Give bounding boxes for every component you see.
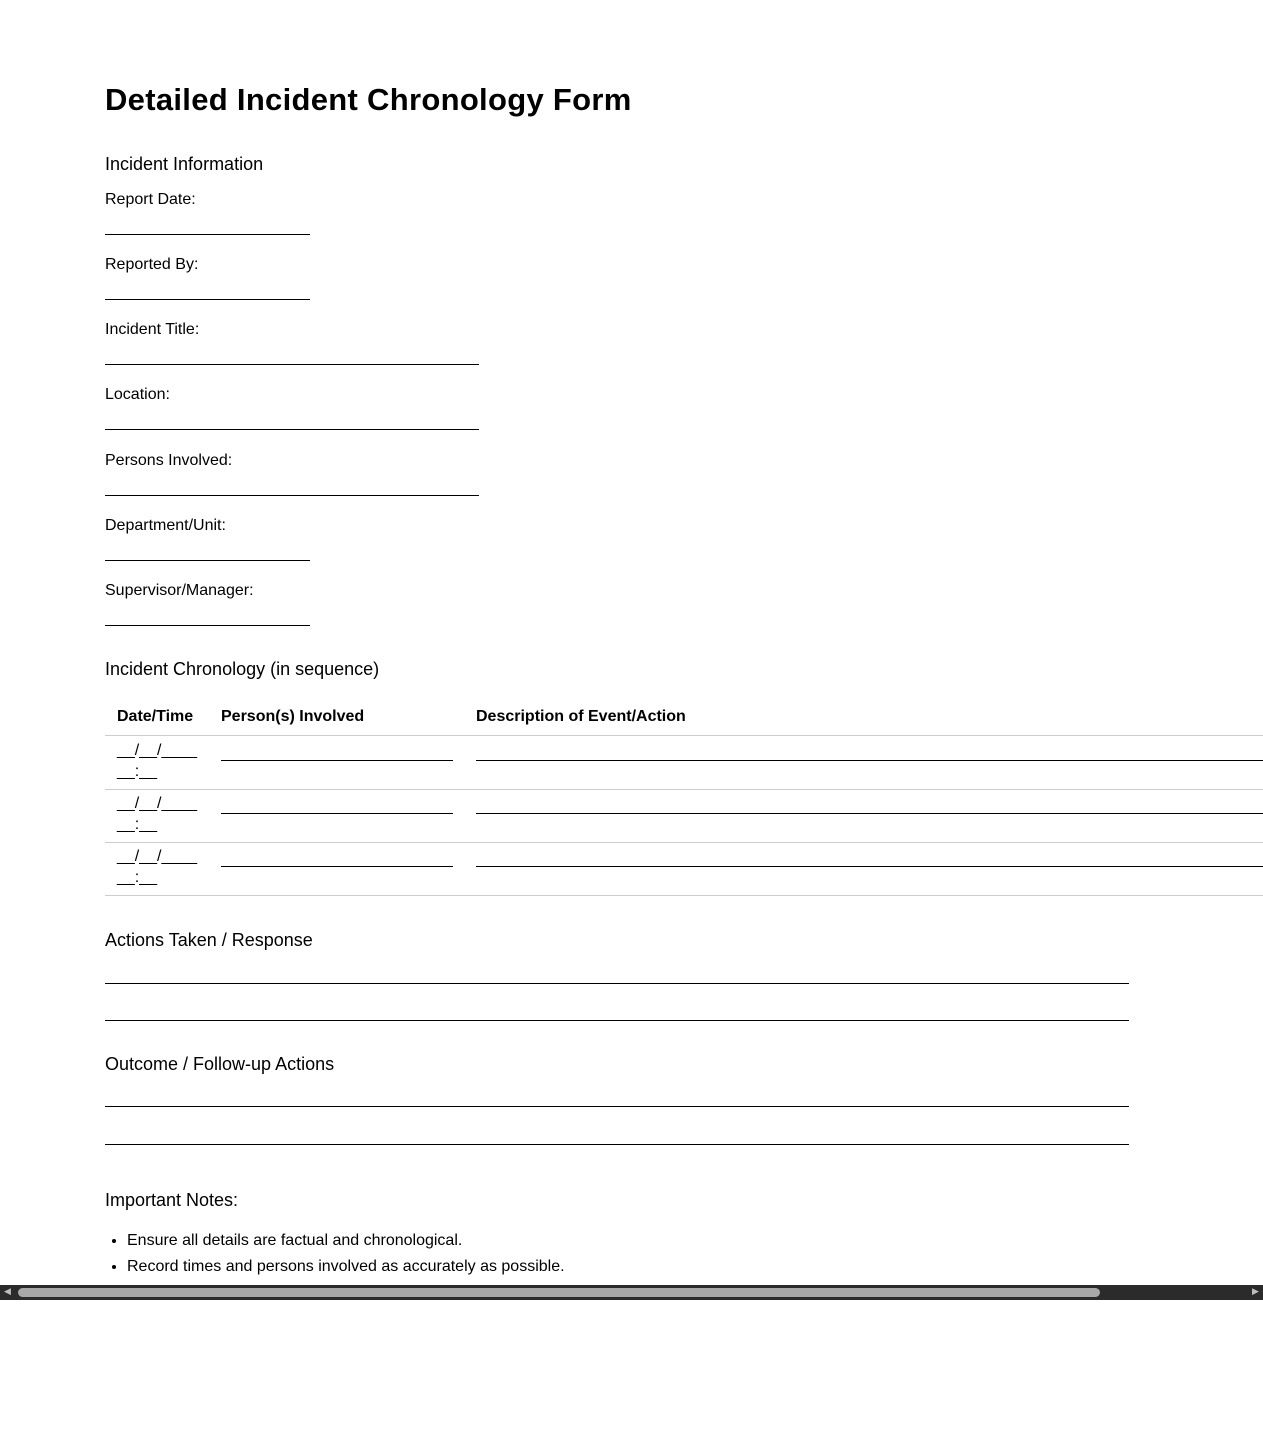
location-field[interactable] (105, 429, 479, 430)
row-time-field[interactable]: __:__ (117, 763, 158, 780)
reported-by-label: Reported By: (105, 256, 199, 273)
outcome-line-2[interactable] (105, 1144, 1129, 1145)
column-header-description: Description of Event/Action (476, 708, 686, 725)
list-item: • Ensure all details are factual and chronological. (127, 1228, 565, 1254)
report-date-field[interactable] (105, 234, 310, 235)
column-header-datetime: Date/Time (117, 708, 194, 725)
notes-heading: Important Notes: (105, 1190, 239, 1210)
triangle-right-icon[interactable]: ▶ (1252, 1287, 1259, 1297)
row-time-field[interactable]: __:__ (117, 816, 158, 833)
actions-line-2[interactable] (105, 1020, 1129, 1021)
report-date-label: Report Date: (105, 191, 196, 208)
location-label: Location: (105, 386, 170, 403)
triangle-left-icon[interactable]: ◀ (4, 1287, 11, 1297)
row-time-field[interactable]: __:__ (117, 869, 158, 886)
actions-heading: Actions Taken / Response (105, 930, 313, 950)
supervisor-manager-label: Supervisor/Manager: (105, 582, 254, 599)
horizontal-scrollbar[interactable] (0, 1285, 1263, 1300)
chronology-heading: Incident Chronology (in sequence) (105, 659, 380, 679)
row-date-field[interactable]: __/__/____ (117, 742, 198, 759)
table-row (105, 736, 1263, 790)
department-unit-label: Department/Unit: (105, 517, 226, 534)
row-date-field[interactable]: __/__/____ (117, 795, 198, 812)
table-row (105, 789, 1263, 843)
row-persons-field[interactable] (221, 866, 453, 867)
row-description-field[interactable] (476, 760, 1263, 761)
row-date-field[interactable]: __/__/____ (117, 848, 198, 865)
incident-title-field[interactable] (105, 364, 479, 365)
row-description-field[interactable] (476, 813, 1263, 814)
row-persons-field[interactable] (221, 760, 453, 761)
scrollbar-thumb[interactable] (18, 1288, 1100, 1297)
actions-line-1[interactable] (105, 983, 1129, 984)
outcome-line-1[interactable] (105, 1106, 1129, 1107)
column-header-persons: Person(s) Involved (221, 708, 365, 725)
notes-list (105, 1228, 565, 1280)
persons-involved-field[interactable] (105, 495, 479, 496)
department-unit-field[interactable] (105, 560, 310, 561)
list-item: • Record times and persons involved as accurately as possible. (127, 1254, 565, 1280)
incident-info-heading: Incident Information (105, 154, 264, 174)
supervisor-manager-field[interactable] (105, 625, 310, 626)
row-description-field[interactable] (476, 866, 1263, 867)
table-row (105, 842, 1263, 896)
form-title: Detailed Incident Chronology Form (105, 82, 632, 117)
row-persons-field[interactable] (221, 813, 453, 814)
incident-title-label: Incident Title: (105, 321, 200, 338)
outcome-heading: Outcome / Follow-up Actions (105, 1054, 335, 1074)
reported-by-field[interactable] (105, 299, 310, 300)
persons-involved-label: Persons Involved: (105, 452, 233, 469)
